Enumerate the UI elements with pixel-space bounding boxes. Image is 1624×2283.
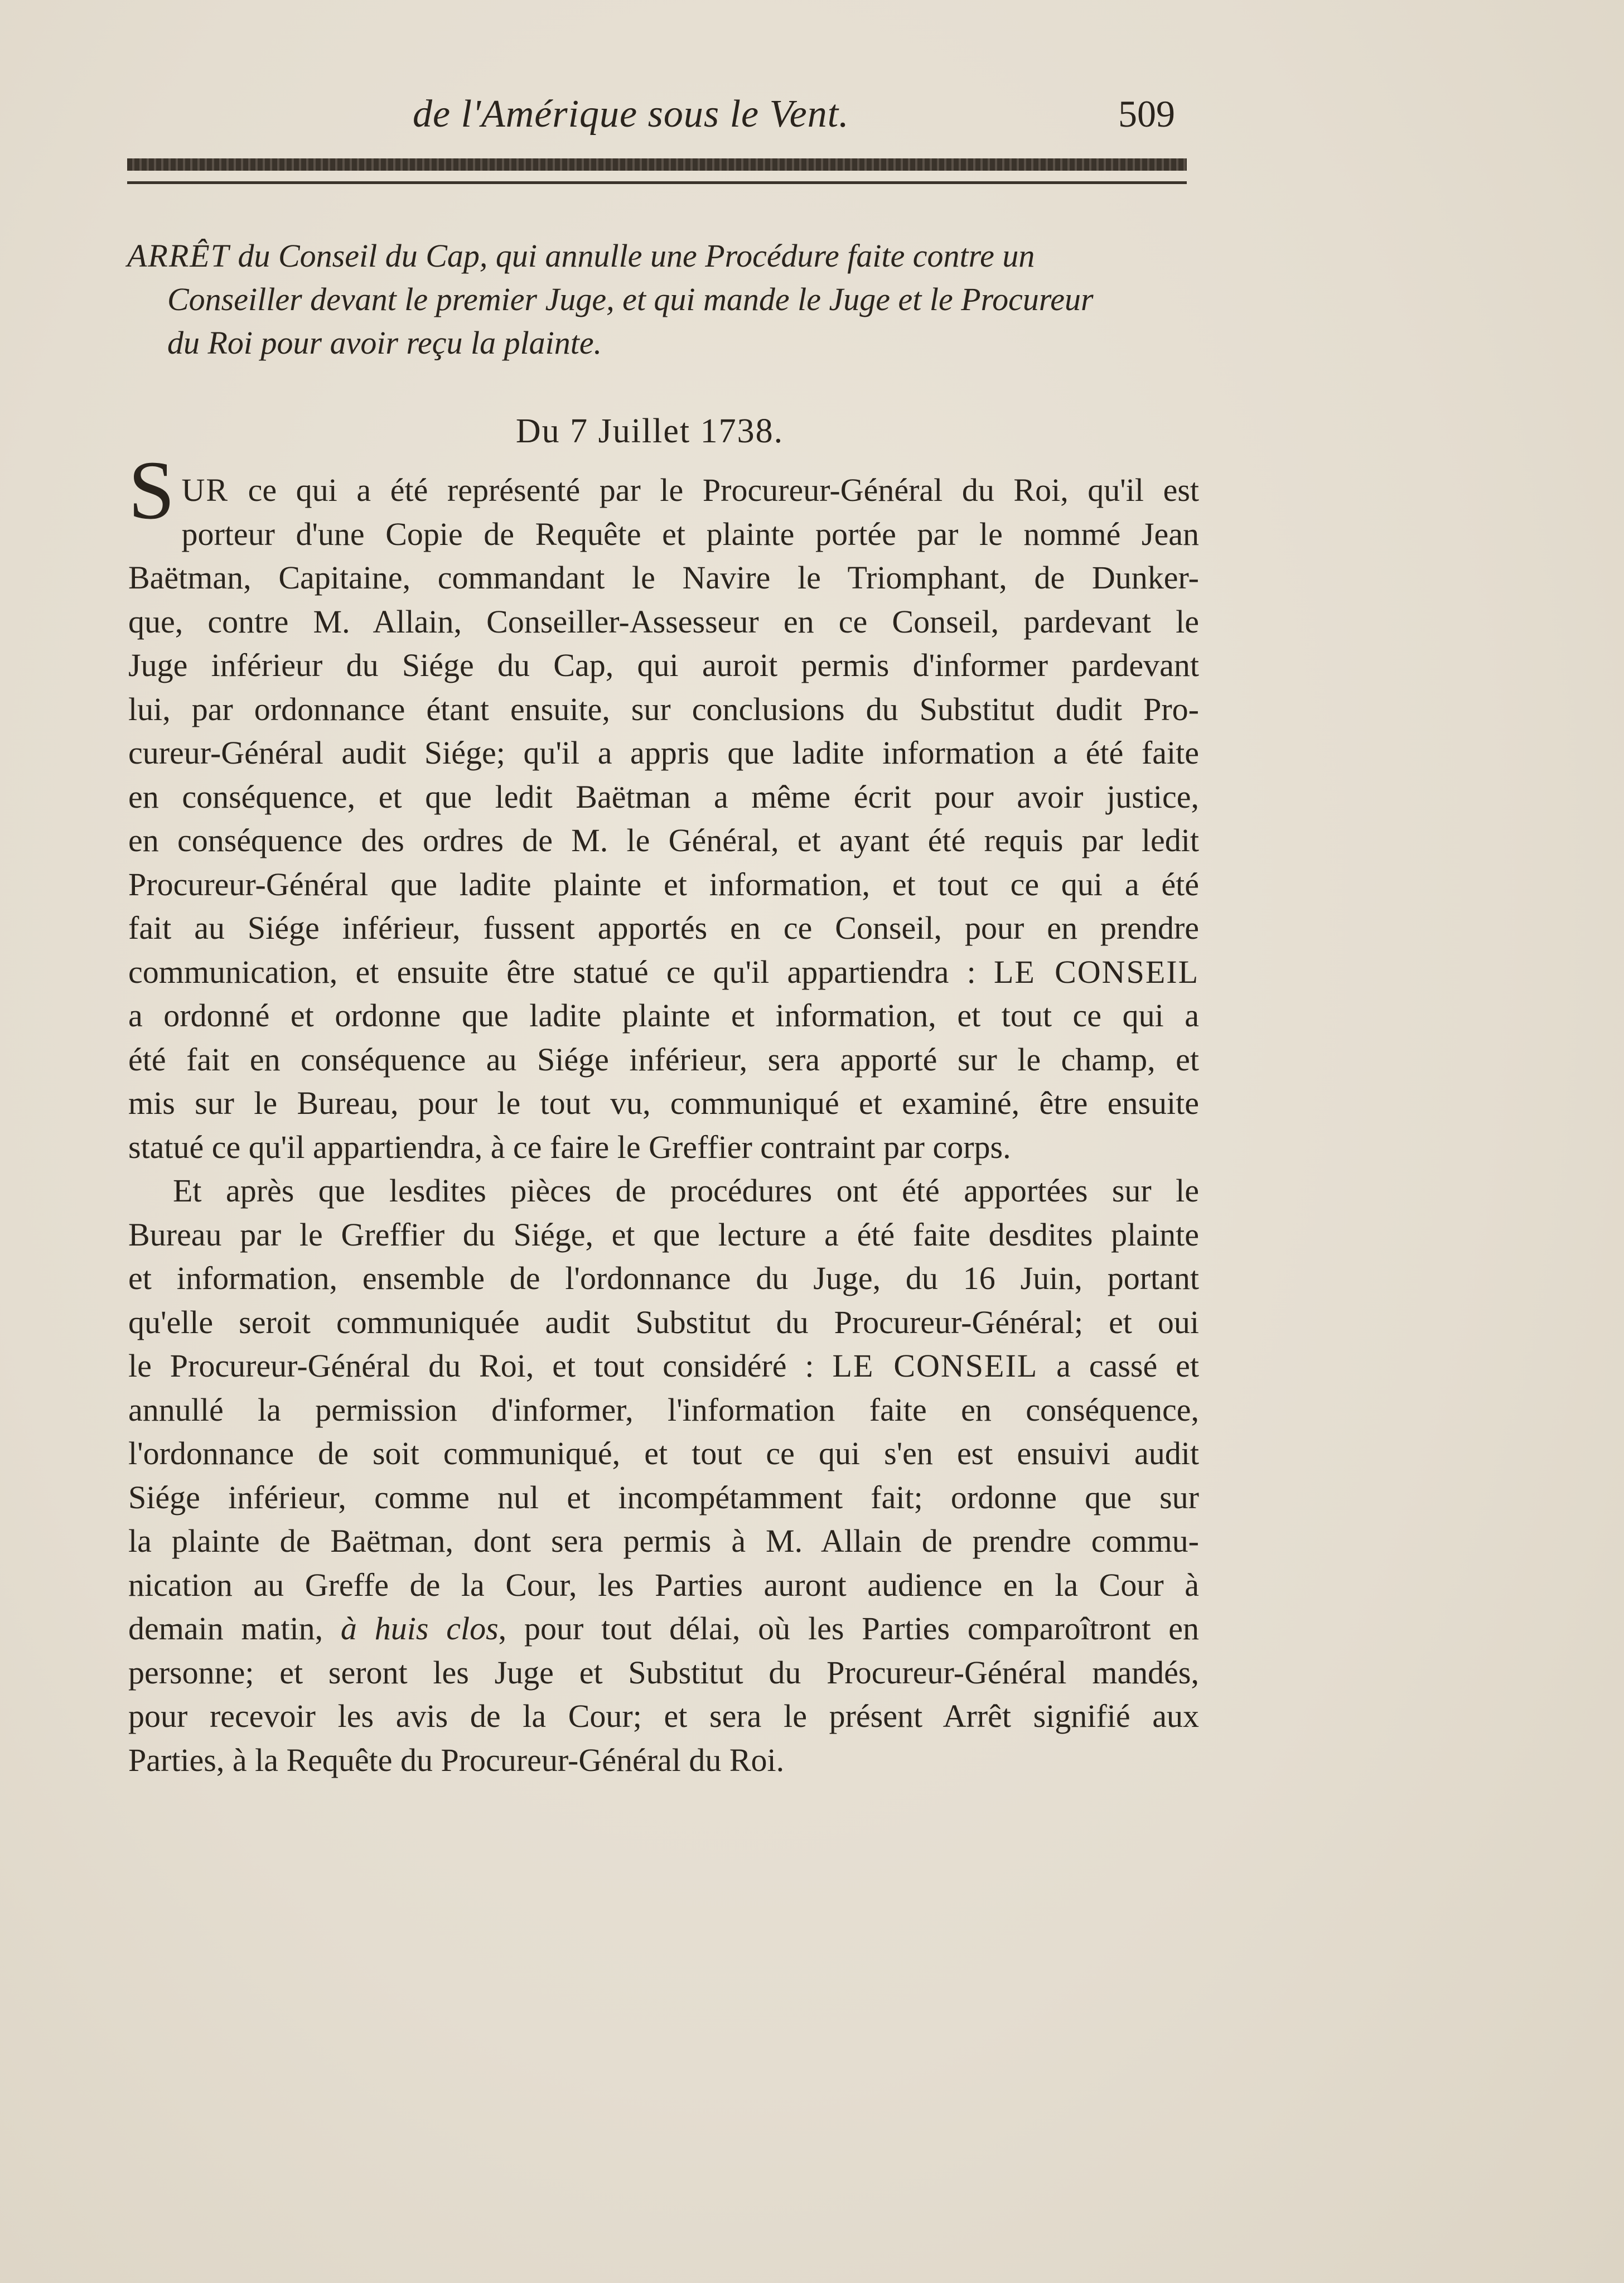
text-line: Et après que lesdites pièces de procédures ont été apportées sur le bbox=[173, 1172, 1199, 1209]
text-line: communication, et ensuite être statué ce qu'il appartiendra : LE CONSEIL bbox=[128, 953, 1199, 990]
text-line: statué ce qu'il appartiendra, à ce faire le Greffier contraint par corps. bbox=[128, 1128, 1011, 1165]
text-line: lui, par ordonnance étant ensuite, sur conclusions du Substitut dudit Pro- bbox=[128, 691, 1199, 727]
text-line: la plainte de Baëtman, dont sera permis à M. Allain de prendre commu- bbox=[128, 1523, 1199, 1559]
text-line: Siége inférieur, comme nul et incompétamment fait; ordonne que sur bbox=[128, 1479, 1199, 1515]
text-line: mis sur le Bureau, pour le tout vu, communiqué et examiné, être ensuite bbox=[128, 1085, 1199, 1121]
text-line: que, contre M. Allain, Conseiller-Assesseur en ce Conseil, pardevant le bbox=[128, 603, 1199, 640]
text-line: Baëtman, Capitaine, commandant le Navire le Triomphant, de Dunker- bbox=[128, 559, 1199, 596]
title-lead: ARRÊT bbox=[127, 238, 230, 274]
text-line: Juge inférieur du Siége du Cap, qui auroit permis d'informer pardevant bbox=[128, 647, 1199, 683]
text-line: cureur-Général audit Siége; qu'il a appris que ladite information a été faite bbox=[128, 735, 1199, 771]
text-line: en conséquence, et que ledit Baëtman a même écrit pour avoir justice, bbox=[128, 778, 1199, 815]
text-line: et information, ensemble de l'ordonnance du Juge, du 16 Juin, portant bbox=[128, 1260, 1199, 1296]
text-line: annullé la permission d'informer, l'information faite en conséquence, bbox=[128, 1391, 1199, 1428]
text-line: Parties, à la Requête du Procureur-Général du Roi. bbox=[128, 1741, 785, 1778]
arret-title bbox=[127, 234, 1198, 365]
text-line: SUR ce qui a été représenté par le Procureur-Général du Roi, qu'il est bbox=[128, 469, 1199, 513]
text-line: Bureau par le Greffier du Siége, et que lecture a été faite desdites plainte bbox=[128, 1216, 1199, 1253]
text-line: le Procureur-Général du Roi, et tout considéré : LE CONSEIL a cassé et bbox=[128, 1348, 1200, 1384]
text-line: nication au Greffe de la Cour, les Parties auront audience en la Cour à bbox=[128, 1566, 1199, 1603]
text-line: qu'elle seroit communiquée audit Substitut du Procureur-Général; et oui bbox=[128, 1304, 1199, 1340]
page-number: 509 bbox=[1118, 93, 1175, 135]
title-line: Conseiller devant le premier Juge, et qui mande le Juge et le Procureur bbox=[167, 281, 1094, 317]
text-line: a ordonné et ordonne que ladite plainte et information, et tout ce qui a bbox=[128, 997, 1199, 1034]
text-line: pour recevoir les avis de la Cour; et sera le présent Arrêt signifié aux bbox=[128, 1698, 1199, 1734]
text-line: personne; et seront les Juge et Substitut du Procureur-Général mandés, bbox=[128, 1654, 1199, 1691]
text-line: porteur d'une Copie de Requête et plainte portée par le nommé Jean bbox=[181, 515, 1199, 552]
text-line: été fait en conséquence au Siége inférieur, sera apporté sur le champ, et bbox=[128, 1041, 1199, 1078]
thin-rule bbox=[127, 181, 1187, 184]
text-line: l'ordonnance de soit communiqué, et tout ce qui s'en est ensuivi audit bbox=[128, 1435, 1199, 1471]
drop-cap: S bbox=[128, 444, 175, 537]
running-title: de l'Amérique sous le Vent. bbox=[413, 93, 849, 136]
arret-body bbox=[128, 444, 1200, 1782]
title-line: ARRÊT du Conseil du Cap, qui annulle une Procédure faite contre un bbox=[127, 238, 1035, 274]
text-line: Procureur-Général que ladite plainte et information, et tout ce qui a été bbox=[128, 866, 1199, 902]
text-line: demain matin, à huis clos, pour tout délai, où les Parties comparoîtront en bbox=[128, 1610, 1199, 1647]
title-line: du Roi pour avoir reçu la plainte. bbox=[167, 325, 602, 361]
arret-date: Du 7 Juillet 1738. bbox=[515, 412, 784, 450]
text-line: fait au Siége inférieur, fussent apportés en ce Conseil, pour en prendre bbox=[128, 910, 1199, 946]
ornamental-rule bbox=[127, 158, 1187, 171]
text-line: en conséquence des ordres de M. le Général, et ayant été requis par ledit bbox=[128, 822, 1199, 858]
